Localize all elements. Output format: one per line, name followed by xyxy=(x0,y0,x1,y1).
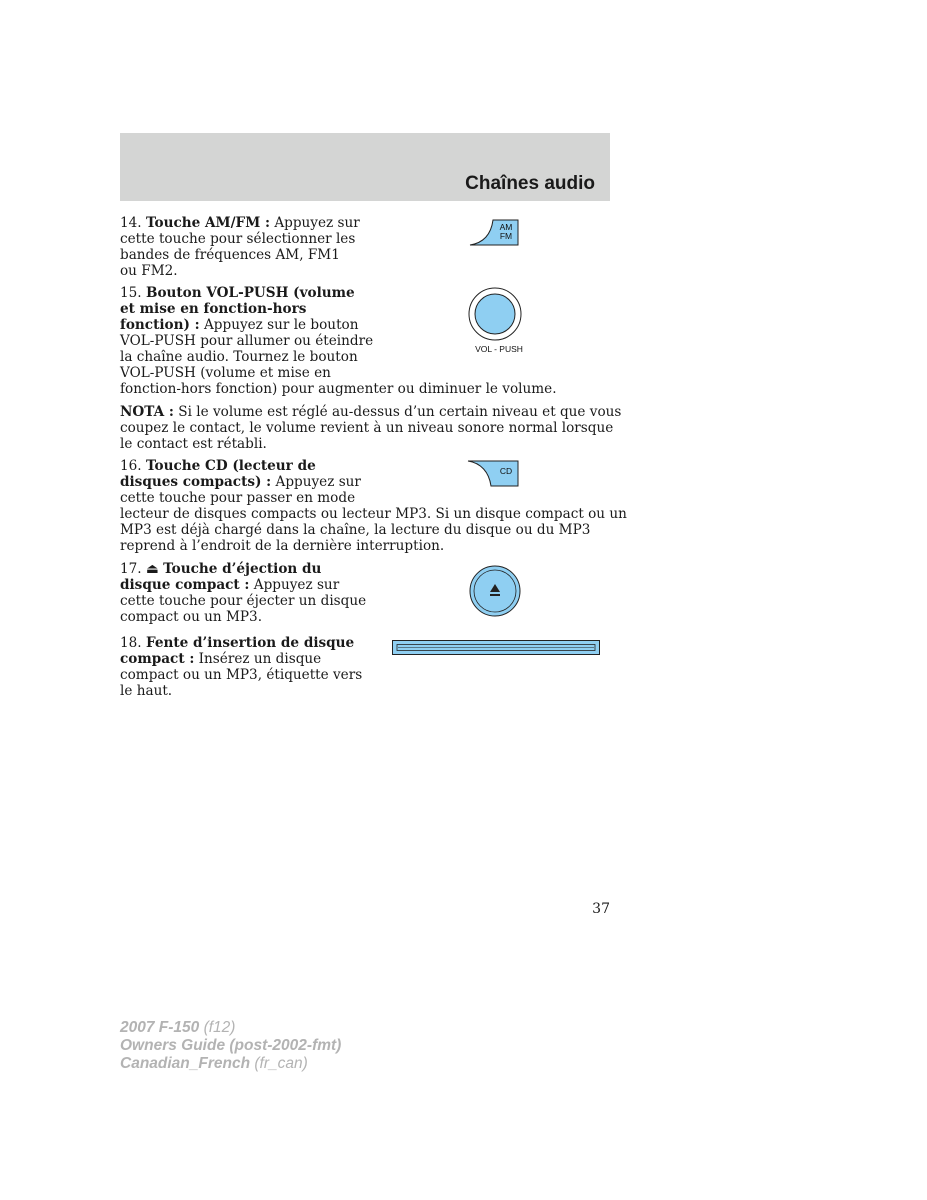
item-16-title-2: disques compacts) : xyxy=(120,474,272,490)
item-15-line-7: fonction-hors fonction) pour augmenter ou diminuer le volume. xyxy=(120,381,557,397)
item-15-line-5: la chaîne audio. Tournez le bouton xyxy=(120,349,358,365)
fm-label: FM xyxy=(499,231,513,241)
item-15-title-1: Bouton VOL-PUSH (volume xyxy=(145,285,355,301)
section-header-band xyxy=(120,133,610,201)
footer-line-2 xyxy=(120,1037,341,1055)
item-14-text: Appuyez sur xyxy=(270,215,360,231)
item-15-line-6: VOL-PUSH (volume et mise en xyxy=(120,365,331,381)
am-label: AM xyxy=(499,222,513,232)
nota-label: NOTA : xyxy=(120,404,174,420)
item-17-title-1: Touche d’éjection du xyxy=(163,561,322,577)
vol-push-knob-icon xyxy=(468,287,522,341)
cd-slot-icon xyxy=(392,640,601,656)
nota-line-2: coupez le contact, le volume revient à un niveau sonore normal lorsque xyxy=(120,420,614,436)
footer-line-3 xyxy=(120,1055,341,1073)
item-14-line-2: cette touche pour sélectionner les xyxy=(120,231,356,247)
item-16-line-6: reprend à l’endroit de la dernière interruption. xyxy=(120,538,445,554)
item-17-line-2 xyxy=(120,577,366,593)
footer-model: 2007 F-150 xyxy=(120,1019,200,1036)
item-16-line-4: lecteur de disques compacts ou lecteur MP3. Si un disque compact ou un xyxy=(120,506,627,522)
item-15-title-2: et mise en fonction-hors xyxy=(120,301,307,317)
eject-inline-icon: ⏏ xyxy=(145,561,159,577)
item-17-line-1 xyxy=(120,561,366,577)
item-17-paragraph xyxy=(120,561,366,625)
nota-line-3: le contact est rétabli. xyxy=(120,436,267,452)
footer-language-code: (fr_can) xyxy=(250,1055,308,1072)
item-14-number: 14. xyxy=(120,215,142,231)
item-16-line-2 xyxy=(120,474,627,490)
item-18-line-4: le haut. xyxy=(120,683,173,699)
footer-guide: Owners Guide (post-2002-fmt) xyxy=(120,1037,342,1054)
item-17-number: 17. xyxy=(120,561,142,577)
item-16-paragraph xyxy=(120,458,627,554)
footer-language: Canadian_French xyxy=(120,1055,251,1072)
nota-paragraph xyxy=(120,404,621,452)
item-14-line-1 xyxy=(120,215,360,231)
eject-button-icon xyxy=(468,564,522,618)
nota-text-1: Si le volume est réglé au-dessus d’un certain niveau et que vous xyxy=(173,404,622,420)
vol-push-label: VOL - PUSH xyxy=(475,344,523,354)
item-14-line-3: bandes de fréquences AM, FM1 xyxy=(120,247,340,263)
item-18-line-2 xyxy=(120,651,362,667)
item-15-title-3: fonction) : xyxy=(120,317,200,333)
item-17-line-4: compact ou un MP3. xyxy=(120,609,263,625)
document-footer xyxy=(120,1019,341,1073)
item-18-line-1 xyxy=(120,635,362,651)
item-15-text-3: Appuyez sur le bouton xyxy=(199,317,359,333)
item-16-line-3: cette touche pour passer en mode xyxy=(120,490,356,506)
footer-model-code: (f12) xyxy=(199,1019,236,1036)
am-fm-button-label xyxy=(494,223,518,241)
item-14-paragraph xyxy=(120,215,360,279)
item-16-number: 16. xyxy=(120,458,142,474)
item-18-paragraph xyxy=(120,635,362,699)
item-15-number: 15. xyxy=(120,285,142,301)
item-16-line-5: MP3 est déjà chargé dans la chaîne, la lecture du disque ou du MP3 xyxy=(120,522,591,538)
item-16-title-1: Touche CD (lecteur de xyxy=(145,458,316,474)
item-14-title: Touche AM/FM : xyxy=(145,215,271,231)
section-title: Chaînes audio xyxy=(465,173,595,194)
page-number: 37 xyxy=(592,901,610,917)
cd-button-label: CD xyxy=(499,466,513,476)
item-18-title-2: compact : xyxy=(120,651,195,667)
footer-line-1 xyxy=(120,1019,341,1037)
item-16-text-2: Appuyez sur xyxy=(271,474,361,490)
item-18-line-3: compact ou un MP3, étiquette vers xyxy=(120,667,363,683)
item-18-number: 18. xyxy=(120,635,142,651)
item-18-title-1: Fente d’insertion de disque xyxy=(145,635,355,651)
nota-line-1 xyxy=(120,404,621,420)
item-17-title-2: disque compact : xyxy=(120,577,250,593)
item-17-text-2: Appuyez sur xyxy=(249,577,340,593)
item-16-line-1 xyxy=(120,458,627,474)
item-17-line-3: cette touche pour éjecter un disque xyxy=(120,593,367,609)
item-14-line-4: ou FM2. xyxy=(120,263,178,279)
item-15-line-4: VOL-PUSH pour allumer ou éteindre xyxy=(120,333,374,349)
item-18-text-2: Insérez un disque xyxy=(194,651,322,667)
